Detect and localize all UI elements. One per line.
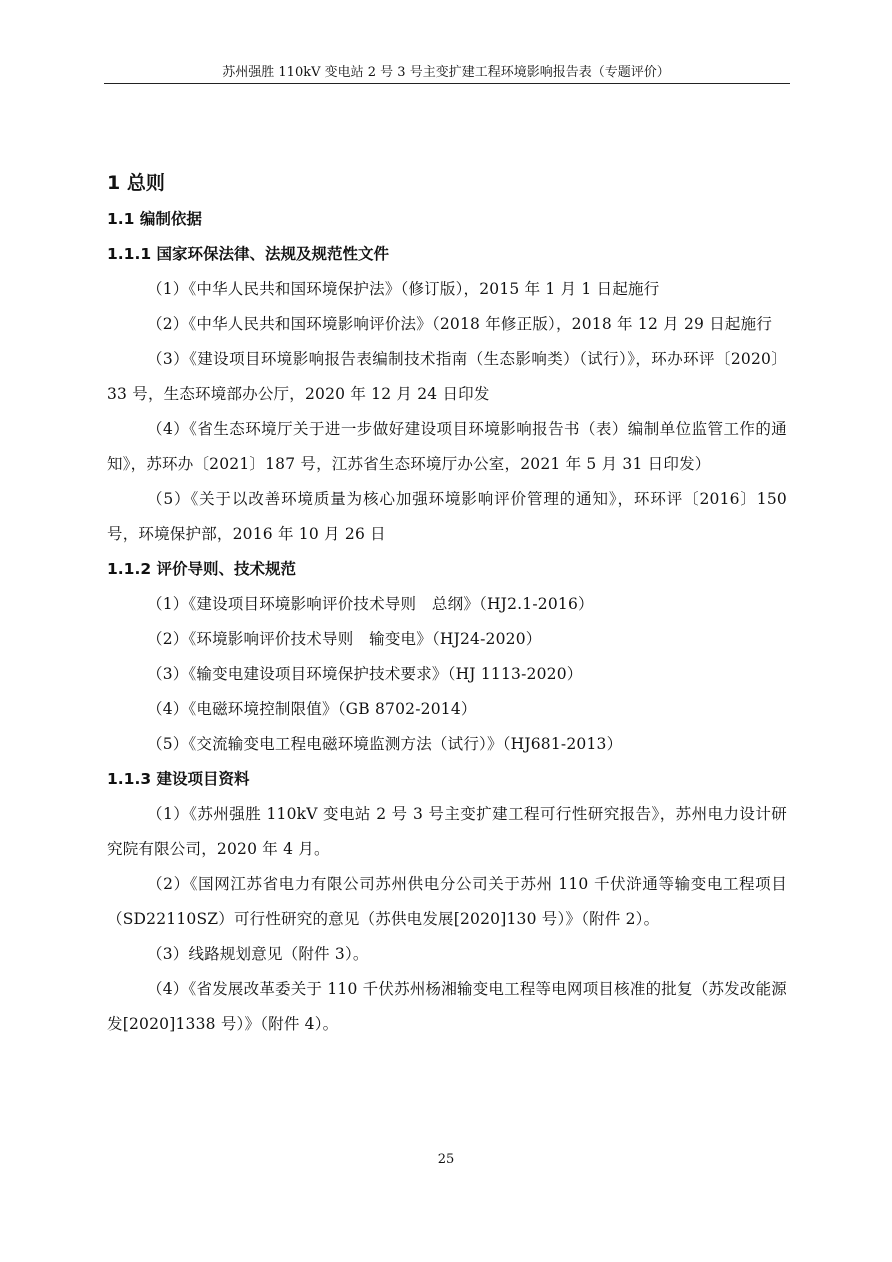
list-item: （4）《省生态环境厅关于进一步做好建设项目环境影响报告书（表）编制单位监管工作的通知》，苏环办〔2021〕187 号，江苏省生态环境厅办公室，2021 年 5 月 31 日印发） [107,420,787,473]
list-item: （3）线路规划意见（附件 3）。 [147,945,369,963]
subsection-heading-1-1-3: 1.1.3 建设项目资料 [107,770,250,788]
list-item: （4）《电磁环境控制限值》（GB 8702-2014） [147,700,477,718]
running-header: 苏州强胜 110kV 变电站 2 号 3 号主变扩建工程环境影响报告表（专题评价） [222,65,670,80]
chapter-heading: 1 总则 [107,172,165,194]
list-item: （5）《关于以改善环境质量为核心加强环境影响评价管理的通知》，环环评〔2016〕150 号，环境保护部，2016 年 10 月 26 日 [107,490,787,543]
list-item: （1）《建设项目环境影响评价技术导则 总纲》（HJ2.1-2016） [147,595,594,613]
section-heading-1-1: 1.1 编制依据 [107,210,202,228]
list-item: （3）《输变电建设项目环境保护技术要求》（HJ 1113-2020） [147,665,583,683]
list-item: （3）《建设项目环境影响报告表编制技术指南（生态影响类）（试行）》，环办环评〔2020〕33 号，生态环境部办公厅，2020 年 12 月 24 日印发 [107,350,787,403]
list-item: （2）《国网江苏省电力有限公司苏州供电分公司关于苏州 110 千伏浒通等输变电工程项目（SD22110SZ）可行性研究的意见（苏供电发展[2020]130 号）》（附件 2）。 [107,875,787,928]
list-item: （1）《苏州强胜 110kV 变电站 2 号 3 号主变扩建工程可行性研究报告》，苏州电力设计研究院有限公司，2020 年 4 月。 [107,805,787,858]
list-item: （2）《中华人民共和国环境影响评价法》（2018 年修正版），2018 年 12 月 29 日起施行 [147,315,773,333]
list-item: （2）《环境影响评价技术导则 输变电》（HJ24-2020） [147,630,542,648]
subsection-heading-1-1-2: 1.1.2 评价导则、技术规范 [107,560,297,578]
subsection-heading-1-1-1: 1.1.1 国家环保法律、法规及规范性文件 [107,245,390,263]
document-body [107,168,787,1042]
page-number: 25 [437,1152,455,1167]
header-rule [104,83,790,84]
list-item: （1）《中华人民共和国环境保护法》（修订版），2015 年 1 月 1 日起施行 [147,280,660,298]
list-item: （4）《省发展改革委关于 110 千伏苏州杨湘输变电工程等电网项目核准的批复（苏发改能源发[2020]1338 号）》（附件 4）。 [107,980,787,1033]
list-item: （5）《交流输变电工程电磁环境监测方法（试行）》（HJ681-2013） [147,735,623,753]
